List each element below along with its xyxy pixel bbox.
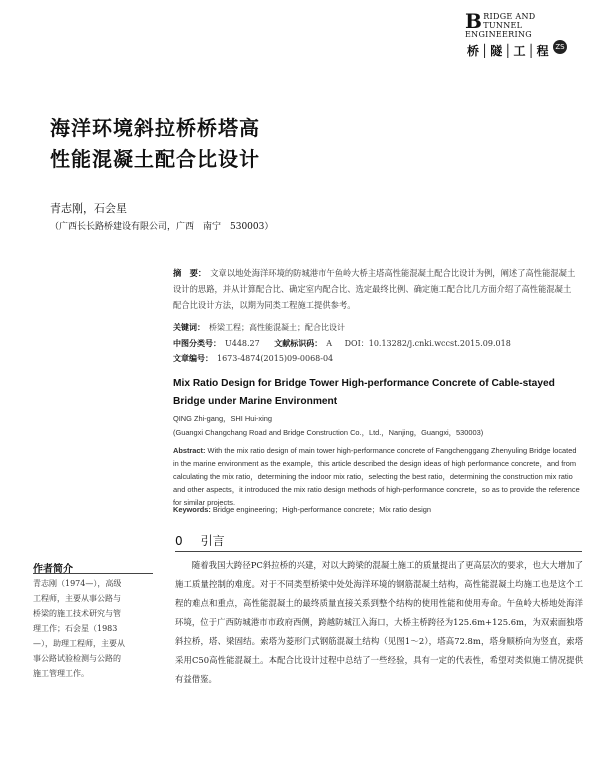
title-line-2: 性能混凝土配合比设计 [50, 147, 260, 171]
authors: 青志刚，石会星 [50, 202, 127, 215]
doi: DOI：10.13282/j.cnki.wccst.2015.09.018 [344, 339, 511, 348]
en-abstract-label: Abstract: [173, 446, 206, 455]
logo-line2: TUNNEL ENGINEERING [465, 21, 532, 39]
journal-cn-name: 桥│隧│工│程 [467, 44, 551, 58]
clc-value: U448.27 [225, 339, 260, 348]
cn-abstract-text: 文章以地处海洋环境的防城港市午鱼岭大桥主塔高性能混凝土配合比设计为例，阐述了高性能混凝土设计的思路，并从计算配合比、确定室内配合比、选定最终比例、确定施工配合比几方面介绍了高性能混凝土配合比设计方法，以期为同类工程施工提供参考。 [173, 268, 576, 310]
cn-abstract [173, 265, 578, 313]
en-keywords-label: Keywords: [173, 505, 211, 514]
body-paragraph: 随着我国大跨径PC斜拉桥的兴建，对以大跨梁的混凝土施工的质量提出了更高层次的要求，也大大增加了施工质量控制的难度。对于不同类型桥梁中处处海洋环境的钢筋混凝土结构，高性能混凝土均施工也是这个工程的难点和重点，高性能混凝土的最终质量直接关系到整个结构的使用性能和使用寿命。午鱼岭大桥地处海洋环境，位于广西防城港市市政府西侧，跨越防城江入海口，大桥主桥跨径为125.6m+125.6m，为双索面独塔斜拉桥，塔、梁固结。索塔为菱形门式钢筋混凝土结构（见图1～2），塔高72.8m，塔身顺桥向为竖直，索塔采用C50高性能混凝土。本配合比设计过程中总结了一些经验，具有一定的代表性，希望对类似施工情况提供有益借鉴。 [175, 560, 583, 684]
affiliation: （广西长长路桥建设有限公司，广西 南宁 530003） [50, 222, 274, 232]
author-bio-heading: 作者简介 [33, 564, 73, 575]
en-title: Mix Ratio Design for Bridge Tower High-performance Concrete of Cable-stayed Bridge under Marine Environment [173, 378, 555, 407]
en-abstract [173, 444, 583, 509]
section-heading [175, 532, 225, 549]
cn-keywords [173, 322, 345, 334]
logo-line1: RIDGE AND [483, 12, 536, 21]
doc-code-value: A [326, 339, 333, 348]
section-number: 0 [175, 534, 183, 548]
journal-logo [465, 10, 585, 60]
section-divider [175, 551, 582, 552]
logo-letter: B [465, 9, 483, 33]
article-no-label: 文章编号： [173, 354, 213, 363]
en-affiliation: (Guangxi Changchang Road and Bridge Construction Co.，Ltd.，Nanjing，Guangxi，530003) [173, 428, 484, 437]
cn-keywords-text: 桥梁工程；高性能混凝土；配合比设计 [209, 323, 345, 332]
cn-abstract-label: 摘 要： [173, 268, 207, 278]
clc-label: 中图分类号： [173, 339, 221, 348]
title-line-1: 海洋环境斜拉桥桥塔高 [50, 116, 260, 140]
en-authors: QING Zhi-gang，SHI Hui-xing [173, 414, 272, 423]
author-bio-divider [33, 573, 153, 574]
en-keywords-text: Bridge engineering；High-performance concrete；Mix ratio design [212, 505, 431, 514]
article-no-value: 1673-4874(2015)09-0068-04 [217, 354, 334, 363]
journal-en-name [465, 9, 574, 39]
cn-classification [173, 338, 511, 350]
cn-article-number [173, 353, 333, 365]
cn-keywords-label: 关键词： [173, 323, 205, 332]
author-bio-text: 青志刚（1974—），高级工程师，主要从事公路与桥梁的施工技术研究与管理工作；石会星（1983—），助理工程师，主要从事公路试验检测与公路的施工管理工作。 [33, 579, 125, 678]
en-keywords [173, 503, 583, 516]
journal-seal-icon: ZS [553, 40, 567, 54]
en-abstract-text: With the mix ratio design of main tower high-performance concrete of Fangchenggang Zhenyuling Bridge located in the marine environment as the example，this article described the design ideas of high performance concrete，and from calculating the mix ratio，determining the indoor mix ratio，selecting the best ratio，determining the construction mix ratio and other aspects，it introduced the mix ratio design methods of high-performance concrete，so as to provide the reference for similar projects. [173, 446, 580, 507]
doc-code-label: 文献标识码： [274, 339, 323, 348]
section-title: 引言 [200, 534, 225, 548]
